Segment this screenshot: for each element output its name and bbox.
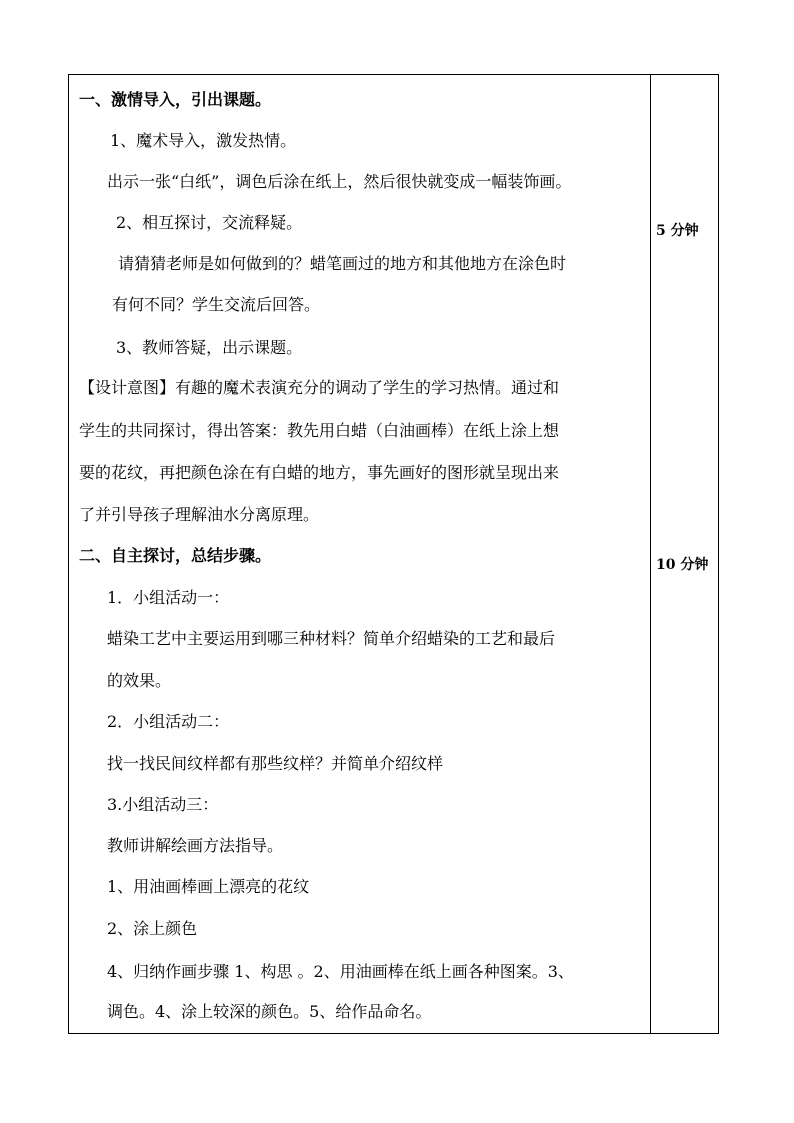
content-line: 1．小组活动一： [107, 588, 230, 607]
column-divider [650, 75, 651, 1033]
content-line: 教师讲解绘画方法指导。 [107, 836, 284, 855]
content-line: 有何不同？学生交流后回答。 [112, 295, 321, 314]
time-label-2: 10 分钟 [656, 557, 709, 573]
content-line: 4、归纳作画步骤 1、构思 。2、用油画棒在纸上画各种图案。3、 [107, 962, 574, 981]
design-intent-line: 学生的共同探讨，得出答案：教先用白蜡（白油画棒）在纸上涂上想 [79, 421, 560, 440]
content-line: 调色。4、涂上较深的颜色。5、给作品命名。 [107, 1002, 432, 1021]
content-line: 3、教师答疑，出示课题。 [116, 338, 303, 357]
content-line: 找一找民间纹样都有那些纹样？并简单介绍纹样 [107, 754, 444, 773]
content-line: 1、用油画棒画上漂亮的花纹 [107, 877, 310, 896]
time-label-1: 5 分钟 [656, 223, 699, 239]
section-heading-1: 一、激情导入，引出课题。 [79, 90, 272, 109]
content-line: 2、相互探讨，交流释疑。 [116, 213, 303, 232]
content-line: 3.小组活动三： [107, 795, 219, 814]
content-line: 的效果。 [107, 671, 172, 690]
content-line: 1、魔术导入，激发热情。 [110, 131, 297, 150]
content-line: 出示一张“白纸”，调色后涂在纸上，然后很快就变成一幅装饰画。 [107, 172, 572, 191]
content-line: 2、涂上颜色 [107, 919, 198, 938]
design-intent-line: 了并引导孩子理解油水分离原理。 [79, 505, 320, 524]
section-heading-2: 二、自主探讨，总结步骤。 [79, 546, 272, 565]
content-line: 2．小组活动二： [107, 712, 230, 731]
content-line: 蜡染工艺中主要运用到哪三种材料？简单介绍蜡染的工艺和最后 [107, 629, 556, 648]
content-line: 请猜猜老师是如何做到的？蜡笔画过的地方和其他地方在涂色时 [118, 254, 567, 273]
design-intent-line: 【设计意图】有趣的魔术表演充分的调动了学生的学习热情。通过和 [79, 378, 560, 397]
design-intent-line: 要的花纹，再把颜色涂在有白蜡的地方，事先画好的图形就呈现出来 [79, 463, 560, 482]
